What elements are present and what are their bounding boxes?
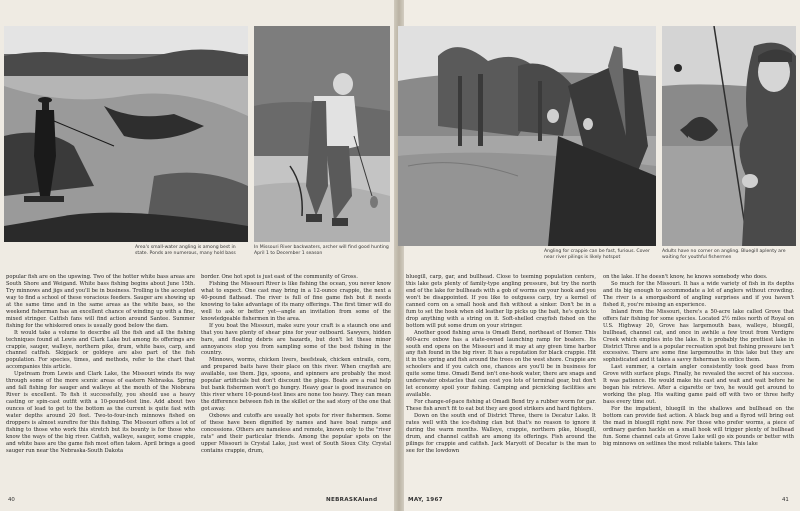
photo-pond-angler — [4, 26, 248, 242]
paragraph: Fishing the Missouri River is like fishing the ocean, you never know what to expect. One cast may bring in a 12-ounce crappie, the next a 40-pound flathead. The river is full of fine game fish but it needs knowing to take advantage of its many offerings. The first timer will do well to ask or better yet—angle an invitation from some of the knowledgeable fishermen in the area. — [201, 280, 391, 322]
photo-crappie-pilings — [398, 26, 656, 246]
paragraph: For the impatient, bluegill in the shallows and bullhead on the bottom can provide fast action. A black bug and a flyrod will bring out the mad in bluegill right now. For those who prefer worms, a piece of ordinary garden hackle on a small hook will trigger plenty of bullhead fun. Some channel cats at Grove Lake will go six pounds or better with big minnows on setlines the most reliable takers. This lake — [603, 406, 794, 447]
paragraph: So much for the Missouri. It has a wide variety of fish in its depths and its big enough to accommodate a lot of anglers without crowding. The river is a smorgasbord of angling surprises and if you haven't fished it, you're missing an experience. — [603, 280, 794, 308]
paragraph: Minnows, worms, chicken livers, beefsteak, chicken entrails, corn, and prepared baits have their place on this river. When crayfish are available, use them. Jigs, spoons, and spinners are probably the most popular artificials but don't discount the plugs. Boats are a real help but bank fishermen won't go hungry. Heavy gear is good insurance on this river where 10-pound-test lines are none too heavy. They can mean the difference between fish in the skillet or the sad story of the one that got away. — [201, 357, 391, 413]
text-column-3 — [406, 274, 596, 455]
page-number-left: 40 — [8, 497, 15, 503]
paragraph: Last summer, a certain angler consistently took good bass from Grove with surface plugs. Finally, he revealed the secret of his success. It was patience. He would make his cast and wait and wait before he began his retrieve. After a cigarette or two, he would get around to working the plug. His waiting game paid off with two or three hefty bass every time out. — [603, 364, 794, 406]
caption-photo3: Angling for crappie can be fast, furious. Cover near river pilings is likely hotspot — [544, 249, 650, 260]
paragraph: popular fish are on the upswing. Two of the hotter white bass areas are South Shore and Weigand. White bass fishing begins about June 15th. Try minnows and jigs and you'll be in business. Trolling is the accepted way to find a school of these voracious feeders. Sauger are showing up at the same time and in the same areas as the white bass, so the weekend fisherman has an excellent chance of winding up with a fine, mixed stringer. Catfish fans will find action around Santee. Summer fishing for the whiskered ones is usually good below the dam. — [6, 274, 195, 329]
magazine-name: NEBRASKAland — [326, 497, 378, 503]
photo-boy-bluegill — [662, 26, 796, 246]
caption-photo2: In Missouri River backwaters, archer will find good hunting April 1 to December 1 season — [254, 245, 389, 256]
paragraph: For change-of-pace fishing at Omadi Bend try a rubber worm for gar. These fish aren't fit to eat but they are good strikers and hard fighters. — [406, 399, 596, 413]
photo-archer — [254, 26, 390, 242]
paragraph: If you boat the Missouri, make sure your craft is a staunch one and that you have plenty of shear pins for your outboard. Sawyers, hidden bars, and floating debris are hazards, but don't let these minor annoyances stop you from sampling some of the best fishing in the country. — [201, 322, 391, 357]
paragraph: Upstream from Lewis and Clark Lake, the Missouri winds its way through some of the more scenic areas of eastern Nebraska. Spring and fall fishing for sauger and walleye at the mouth of the Niobrara River is excellent. To fish it successfully, you should use a heavy casting or spin-cast outfit with a 10-pound-test line. Add about two ounces of lead to get to the bottom as the current is quite fast with water depths around 20 feet. Two-to-four-inch minnows fished on droppers is almost surefire for this fishing. The Missouri offers a lot of fishing to those who work this stretch but its bounty is for those who know the ways of the big river. Catfish, walleye, sauger, some crappie, and white bass are the game fish most often taken. April brings a good sauger run near the Nebraska-South Dakota — [6, 371, 195, 454]
paragraph: Down on the south end of District Three, there is Decatur Lake. It rates well with the ice-fishing clan but that's no reason to ignore it during the warm months. Walleye, crappie, northern pike, bluegill, drum, and channel catfish are among its offerings. Fish around the pilings for crappie and catfish. Jack Maryott of Decatur is the man to see for the lowdown — [406, 413, 596, 454]
page-number-right: 41 — [782, 497, 789, 503]
paragraph: Another good fishing area is Omadi Bend, northeast of Homer. This 400-acre oxbow has a state-owned launching ramp for boaters. Its south end opens on the Missouri and it may at any given time harbor any fish found in the big river. It has a reputation for black crappie. Hit it in the spring and fish around the trees on the west shore. Crappie are schoolers and if you catch one, chances are you'll be in business for quite some time. Omadi Bend isn't one-hook water, there are snags and underwater obstacles that can cost you lots of terminal gear, but don't let economy spoil your fishing. Camping and picnicking facilities are available. — [406, 329, 596, 399]
paragraph: on the lake. If he doesn't know, he knows somebody who does. — [603, 274, 768, 280]
paragraph: Oxbows and cutoffs are usually hot spots for river fishermen. Some of these have been dignified by names and have boat ramps and concessions. Others are nameless and remote, known only to the "river rats" and their particular friends. Among the popular spots on the upper Missouri is Crystal Lake, just west of South Sioux City. Crystal contains crappie, drum, — [201, 413, 391, 454]
text-column-2 — [201, 274, 391, 455]
caption-photo1: Area's small-water angling is among best in state. Ponds are numerous, many hold bass — [135, 245, 236, 256]
issue-date: MAY, 1967 — [408, 497, 443, 503]
text-column-1 — [6, 274, 195, 455]
paragraph: Inland from the Missouri, there's a 50-acre lake called Grove that offers fair fishing for some species. Located 2½ miles north of Royal on U.S. Highway 20, Grove has largemouth bass, walleye, bluegill, bullhead, channel cat, and once in awhile a few trout from Verdigre Creek which empties into the lake. It is probably the prettiest lake in District Three and is a popular recreation spot but fishing pressure isn't excessive. There are some fine largemouths in this lake but they are sophisticated and it takes a savvy fisherman to entice them. — [603, 308, 794, 364]
paragraph: border. One hot spot is just east of the community of Gross. — [201, 274, 358, 280]
paragraph: It would take a volume to describe all the fish and all the fishing techniques found at Lewis and Clark Lake but among its offerings are crappie, sauger, walleye, northern pike, drum, white bass, carp, and channel catfish. Skipjack or goldeye are also part of the fish population. For species, times, and methods, refer to the chart that accompanies this article. — [6, 329, 195, 371]
text-column-4 — [603, 274, 794, 448]
caption-photo4: Adults have no corner on angling. Bluegill aplenty are waiting for youthful fishermen — [662, 249, 786, 260]
paragraph: bluegill, carp, gar, and bullhead. Close to teeming population centers, this lake gets plenty of family-type angling pressure, but try the north end of the lake for bullheads with a gob of worms on your hook and you won't be disappointed. If you like to outguess carp, try a kernel of canned corn on a small hook and fish without a sinker. Don't be in a fum to set the hook when old leather lip picks up the bait, he's quick to drop anything with a string on it. Soft-shelled crayfish fished on the bottom will put some drum on your stringer. — [406, 274, 596, 329]
